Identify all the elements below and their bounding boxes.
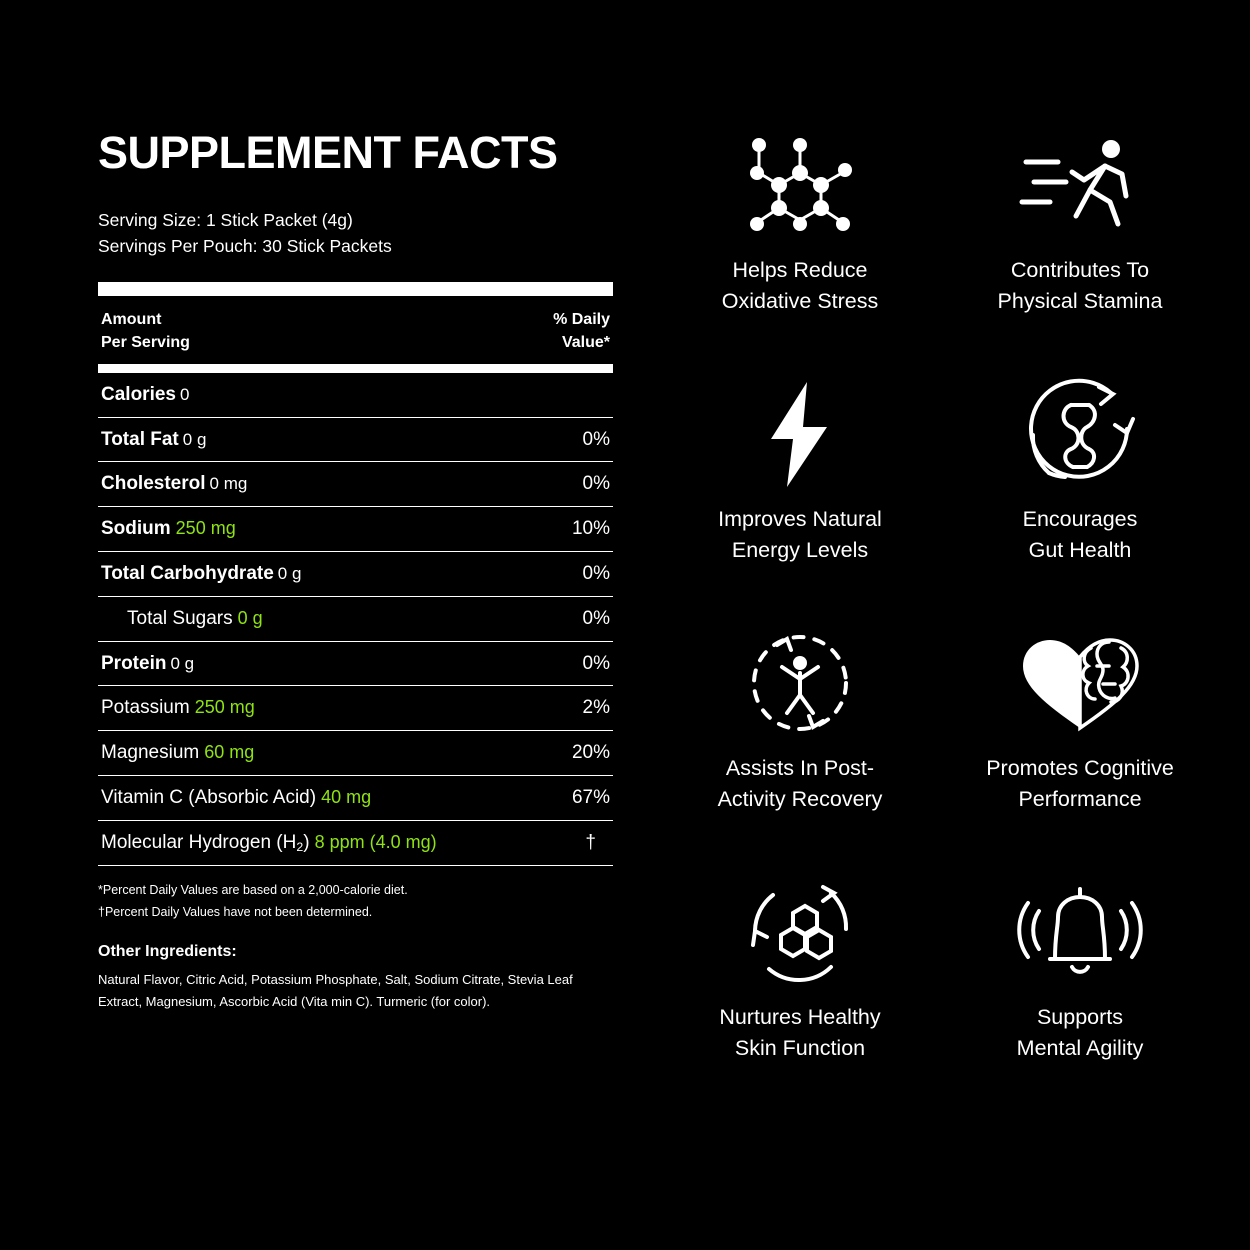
table-row [98,821,613,866]
nutrient-amount: 0 g [277,564,302,584]
runner-icon [1010,125,1150,245]
benefit-item [665,872,935,1121]
footnote-dagger: †Percent Daily Values have not been determined. [98,904,373,919]
nutrient-amount: 60 mg [204,742,255,763]
footnotes [98,880,613,924]
benefit-label-line2: Gut Health [1028,538,1132,563]
benefit-label-line1: Nurtures Healthy [719,1005,881,1029]
heart-brain-icon [1005,623,1155,743]
nutrient-label: Protein [101,652,167,674]
benefit-label-line1: Encourages [1022,507,1138,531]
nutrient-dv: 0% [582,428,610,450]
benefit-label-line2: Activity Recovery [717,787,883,812]
nutrient-label: Total Carbohydrate [101,563,274,585]
nutrient-amount: 0 g [237,607,263,628]
table-row [98,597,613,642]
benefit-label-line2: Energy Levels [731,538,869,563]
benefit-label-line2: Performance [1018,787,1142,812]
header-rule [98,364,613,373]
nutrient-dv: 0% [582,473,610,495]
benefit-item [665,125,935,374]
nutrient-dv: 20% [571,742,610,764]
benefit-label-line1: Assists In Post- [725,756,875,780]
nutrient-dv: 0% [582,607,610,629]
nutrient-label: Vitamin C (Absorbic Acid) [101,787,317,809]
nutrient-amount: 0 [179,384,190,404]
nutrient-dv: 0% [582,563,610,585]
benefit-label-line2: Mental Agility [1016,1036,1144,1061]
header-dv-line2: Value* [561,333,610,351]
other-ingredients-body: Natural Flavor, Citric Acid, Potassium Phosphate, Salt, Sodium Citrate, Stevia Leaf Extract, Magnesium, Ascorbic Acid (Vita min C). Turmeric (for color). [98,972,573,1009]
header-dv-line1: % Daily [553,310,610,328]
benefits-grid [660,125,1220,1121]
gut-health-icon [1015,374,1145,494]
nutrient-label: Calories [101,383,176,405]
nutrient-dv: 67% [571,787,610,809]
nutrient-dv: 10% [571,518,610,540]
benefit-label-line2: Physical Stamina [997,289,1163,314]
table-header [98,296,613,364]
table-row [98,686,613,731]
nutrient-label: Sodium [101,518,171,540]
supplement-facts-panel [98,127,613,1012]
nutrient-dv: 2% [582,697,610,719]
benefit-label-line1: Promotes Cognitive [986,756,1174,780]
benefit-item [665,623,935,872]
table-row [98,776,613,821]
lightning-bolt-icon [745,374,855,494]
benefit-item [945,374,1215,623]
nutrient-dv: † [585,831,596,853]
nutrient-dv: 0% [582,652,610,674]
benefit-item [665,374,935,623]
benefit-item [945,623,1215,872]
benefit-label-line1: Contributes To [1010,258,1150,282]
table-row [98,507,613,552]
nutrient-label: Magnesium [101,742,200,764]
nutrient-amount: 40 mg [321,787,372,808]
benefit-label-line1: Supports [1036,1005,1124,1029]
nutrient-amount: 8 ppm (4.0 mg) [314,831,437,852]
table-row [98,462,613,507]
serving-size-line: Serving Size: 1 Stick Packet (4g) [98,210,353,230]
molecule-icon [735,125,865,245]
table-row [98,731,613,776]
skin-cells-icon [735,872,865,992]
recovery-person-icon [735,623,865,743]
nutrient-label: Total Sugars [127,607,233,629]
nutrient-label: Total Fat [101,428,179,450]
servings-per-pouch-line: Servings Per Pouch: 30 Stick Packets [98,236,392,257]
nutrient-label: Potassium [101,697,190,719]
nutrient-amount: 0 g [170,653,195,673]
header-amount-line2: Per Serving [101,333,190,351]
footnote-daily-values: *Percent Daily Values are based on a 2,000-calorie diet. [98,882,408,897]
table-row [98,642,613,687]
other-ingredients-title: Other Ingredients: [98,943,237,961]
nutrient-label: Cholesterol [101,473,206,495]
benefit-item [945,125,1215,374]
header-amount-line1: Amount [101,310,162,328]
top-rule [98,282,613,296]
bell-icon [1008,872,1153,992]
table-row [98,418,613,463]
nutrient-amount: 0 g [182,429,207,449]
table-row [98,373,613,418]
benefit-item [945,872,1215,1121]
nutrient-amount: 250 mg [194,697,255,718]
benefit-label-line2: Skin Function [734,1036,866,1061]
benefit-label-line1: Improves Natural [718,507,882,531]
nutrient-label: Molecular Hydrogen $(H_2)$ [101,831,310,854]
nutrient-amount: 250 mg [175,518,236,539]
nutrient-amount: 0 mg [209,474,248,494]
benefit-label-line2: Oxidative Stress [721,289,879,314]
page-title: SUPPLEMENT FACTS [98,127,558,178]
benefit-label-line1: Helps Reduce [732,258,868,282]
table-row [98,552,613,597]
